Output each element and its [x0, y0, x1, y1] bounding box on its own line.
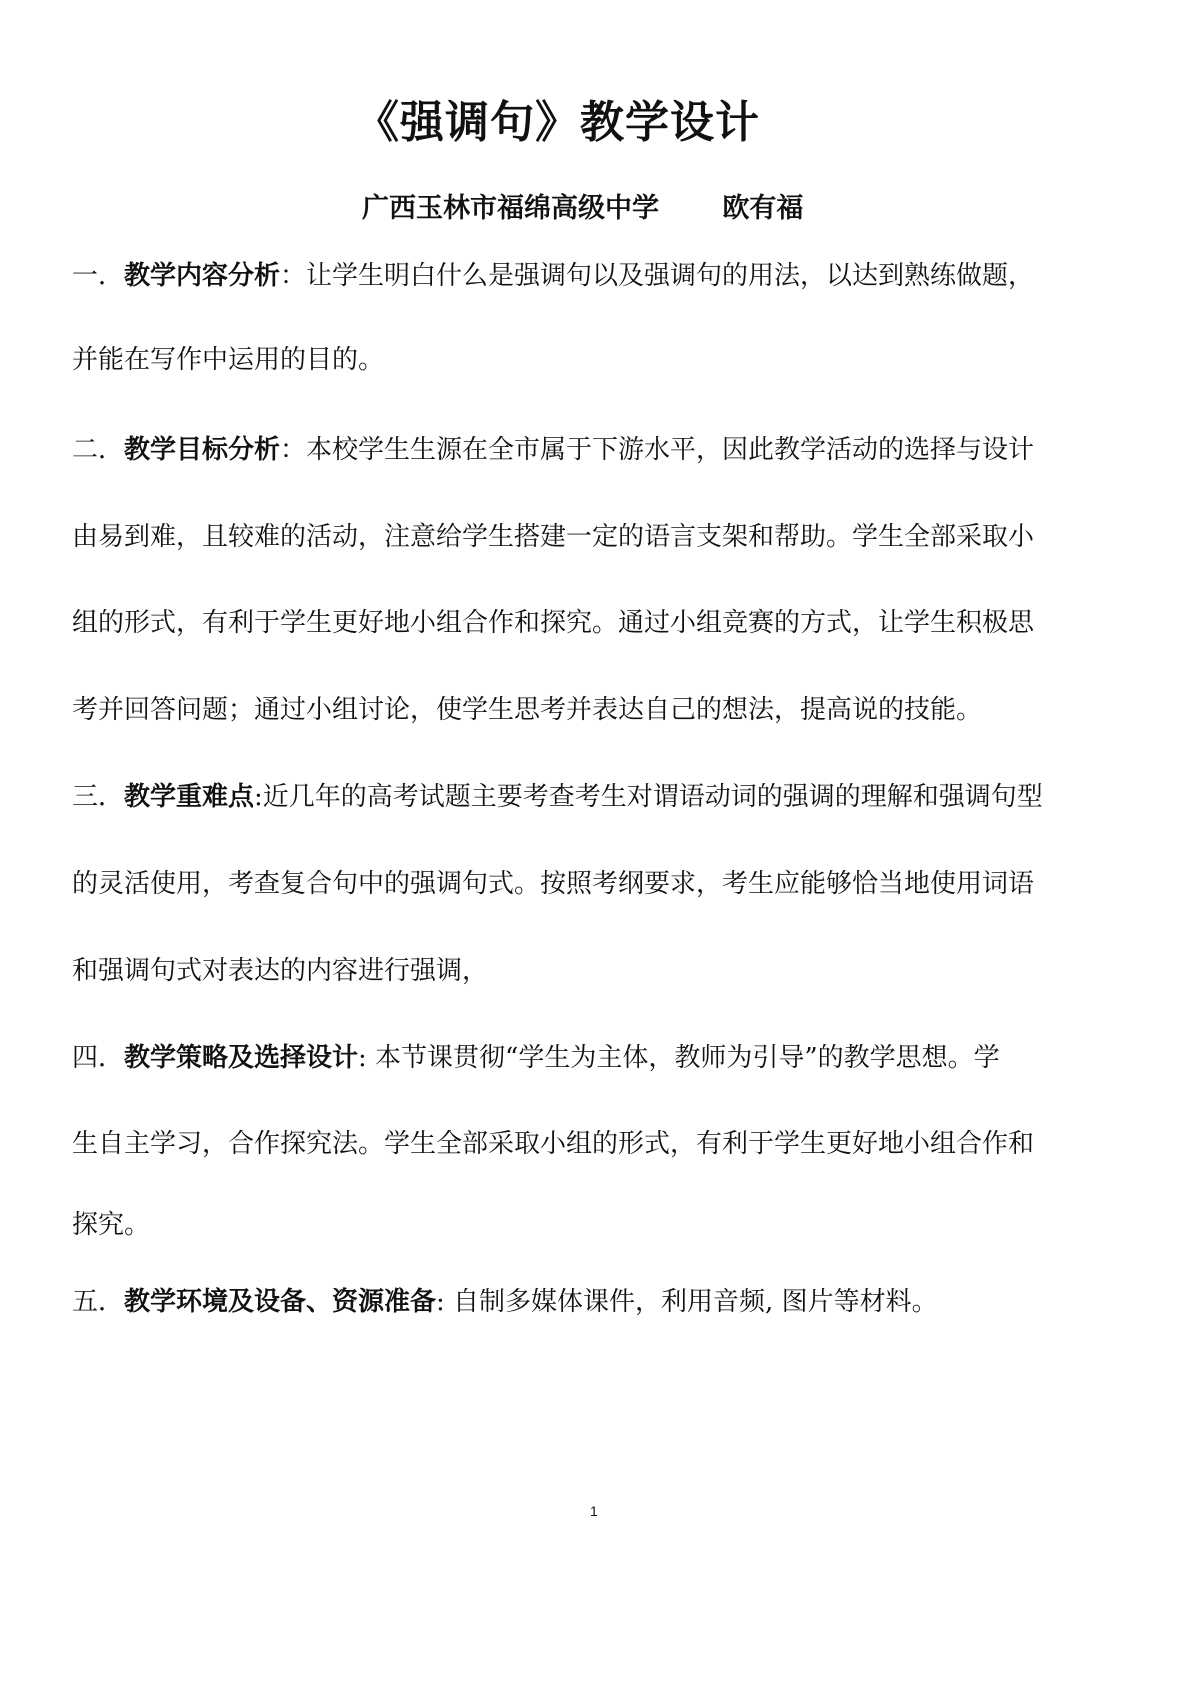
school-name: 广西玉林市福绵高级中学	[362, 193, 659, 224]
section-4-line-2	[72, 1126, 1034, 1162]
section-heading: 教学内容分析	[124, 261, 281, 291]
section-number: 一．	[72, 261, 125, 291]
section-5-line-1	[72, 1284, 938, 1320]
section-heading: 教学策略及选择设计	[124, 1043, 359, 1073]
author-line	[362, 186, 803, 225]
section-number: 三．	[72, 782, 125, 812]
section-heading: 教学目标分析	[124, 435, 281, 465]
section-heading: 教学重难点	[124, 782, 255, 812]
section-text: ：本校学生生源在全市属于下游水平，因此教学活动的选择与设计	[280, 435, 1035, 465]
section-text: 和强调句式对表达的内容进行强调，	[72, 956, 489, 986]
section-2-line-2	[72, 519, 1034, 555]
section-1-line-1	[72, 258, 1034, 294]
section-text: 探究。	[72, 1210, 151, 1240]
author-name: 欧有福	[722, 193, 804, 224]
section-4-line-3	[72, 1207, 150, 1243]
section-text: : 本节课贯彻“学生为主体，教师为引导”的教学思想。学	[358, 1043, 1000, 1073]
section-text: 生自主学习，合作探究法。学生全部采取小组的形式，有利于学生更好地小组合作和	[72, 1129, 1035, 1159]
section-text: :近几年的高考试题主要考查考生对谓语动词的强调的理解和强调句型	[254, 782, 1043, 812]
section-text: ：让学生明白什么是强调句以及强调句的用法，以达到熟练做题，	[280, 261, 1035, 291]
section-number: 二．	[72, 435, 125, 465]
section-1-line-2	[72, 342, 384, 378]
section-3-line-2	[72, 866, 1034, 902]
page-number: 1	[590, 1503, 598, 1519]
section-text: 的灵活使用，考查复合句中的强调句式。按照考纲要求，考生应能够恰当地使用词语	[72, 869, 1035, 899]
section-3-line-1	[72, 779, 1043, 815]
section-text: 并能在写作中运用的目的。	[72, 345, 385, 375]
document-title: 《强调句》教学设计	[355, 97, 760, 148]
section-2-line-1	[72, 432, 1034, 468]
section-text: : 自制多媒体课件，利用音频, 图片等材料。	[436, 1287, 938, 1317]
section-2-line-4	[72, 692, 982, 728]
section-heading: 教学环境及设备、资源准备	[124, 1287, 437, 1317]
section-number: 五．	[72, 1287, 125, 1317]
section-text: 由易到难，且较难的活动，注意给学生搭建一定的语言支架和帮助。学生全部采取小	[72, 522, 1035, 552]
section-number: 四．	[72, 1043, 125, 1073]
section-2-line-3	[72, 605, 1034, 641]
section-3-line-3	[72, 953, 488, 989]
section-4-line-1	[72, 1040, 1000, 1076]
section-text: 考并回答问题；通过小组讨论，使学生思考并表达自己的想法，提高说的技能。	[72, 695, 983, 725]
section-text: 组的形式，有利于学生更好地小组合作和探究。通过小组竞赛的方式，让学生积极思	[72, 608, 1035, 638]
